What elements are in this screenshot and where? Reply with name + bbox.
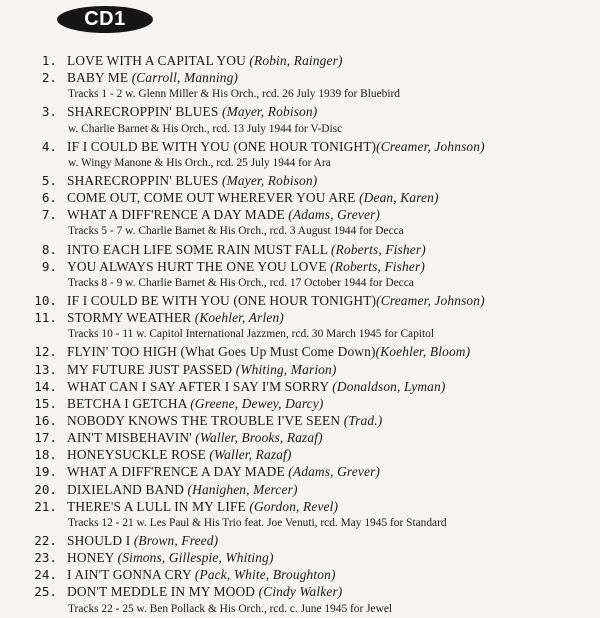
- track-title: HONEY: [67, 550, 118, 566]
- track-number: 21.: [34, 498, 57, 514]
- recording-note: [0, 86, 600, 103]
- track-row: [0, 258, 600, 275]
- track-composers: (Adams, Grever): [288, 464, 381, 480]
- track-title: WHAT A DIFF'RENCE A DAY MADE: [67, 464, 289, 480]
- track-composers: (Koehler, Bloom): [375, 344, 471, 360]
- track-composers: (Carroll, Manning): [131, 70, 239, 86]
- track-number: 22.: [34, 532, 57, 548]
- recording-note-text: w. Wingy Manone & His Orch., rcd. 25 July 1944 for Ara: [68, 156, 331, 169]
- track-title-line: [67, 378, 445, 395]
- track-composers: (Trad.): [343, 412, 383, 428]
- track-title-line: [67, 172, 317, 189]
- recording-note: [0, 223, 600, 240]
- recording-note: [0, 275, 600, 292]
- track-title-line: [67, 412, 382, 429]
- track-composers: (Creamer, Johnson): [376, 138, 485, 154]
- track-title: COME OUT, COME OUT WHEREVER YOU ARE: [67, 190, 360, 206]
- track-title: SHARECROPPIN' BLUES: [67, 104, 222, 120]
- track-title-line: [67, 463, 380, 480]
- track-row: [0, 566, 600, 583]
- track-number: 1.: [41, 53, 57, 68]
- track-number: 24.: [34, 567, 57, 583]
- track-title-line: [67, 69, 238, 86]
- track-number: 15.: [34, 395, 57, 411]
- track-row: [0, 429, 600, 446]
- track-title: SHOULD I: [67, 532, 134, 548]
- track-title-line: [67, 361, 337, 378]
- track-composers: (Dean, Karen): [359, 190, 439, 206]
- recording-note: [0, 121, 600, 138]
- track-title-line: [67, 395, 323, 412]
- track-row: [0, 532, 600, 549]
- track-title: IF I COULD BE WITH YOU (ONE HOUR TONIGHT): [67, 138, 377, 154]
- track-composers: (Donaldson, Lyman): [332, 378, 446, 394]
- track-number: 16.: [34, 412, 57, 428]
- track-composers: (Koehler, Arlen): [194, 310, 284, 326]
- track-title-line: [67, 566, 336, 583]
- track-title: AIN'T MISBEHAVIN': [67, 430, 196, 446]
- track-title: LOVE WITH A CAPITAL YOU: [67, 53, 250, 68]
- track-composers: (Waller, Razaf): [209, 447, 292, 463]
- track-title-line: [67, 206, 380, 223]
- track-composers: (Roberts, Fisher): [331, 241, 426, 257]
- track-title-line: [67, 446, 292, 463]
- recording-note-text: Tracks 5 - 7 w. Charlie Barnet & His Orch., rcd. 3 August 1944 for Decca: [68, 225, 404, 238]
- track-composers: (Brown, Freed): [133, 532, 219, 548]
- track-composers: (Hanighen, Mercer): [187, 481, 298, 497]
- track-title: BETCHA I GETCHA: [67, 395, 191, 411]
- track-composers: (Greene, Dewey, Darcy): [190, 395, 324, 411]
- track-title-line: [67, 138, 485, 155]
- track-number: 8.: [41, 241, 57, 257]
- track-title-line: [67, 103, 317, 120]
- track-composers: (Simons, Gillespie, Whiting): [117, 550, 274, 566]
- recording-note-text: Tracks 1 - 2 w. Glenn Miller & His Orch., rcd. 26 July 1939 for Bluebird: [68, 88, 400, 101]
- track-title: IF I COULD BE WITH YOU (ONE HOUR TONIGHT): [67, 292, 377, 308]
- track-number: 3.: [41, 104, 57, 120]
- track-number: 2.: [41, 70, 57, 86]
- track-number: 10.: [34, 292, 57, 308]
- track-title: NOBODY KNOWS THE TROUBLE I'VE SEEN: [67, 412, 344, 428]
- track-title-line: [67, 343, 470, 360]
- track-title-line: [67, 52, 343, 69]
- track-composers: (Mayer, Robison): [221, 104, 318, 120]
- track-row: [0, 412, 600, 429]
- track-row: [0, 241, 600, 258]
- track-number: 14.: [34, 378, 57, 394]
- track-row: [0, 69, 600, 86]
- track-title-line: [67, 309, 284, 326]
- track-row: [0, 206, 600, 223]
- track-title-line: [67, 549, 274, 566]
- track-title: THERE'S A LULL IN MY LIFE: [67, 498, 250, 514]
- track-composers: (Waller, Brooks, Razaf): [195, 430, 323, 446]
- track-row: [0, 361, 600, 378]
- track-row: [0, 172, 600, 189]
- track-title-line: [67, 498, 338, 515]
- recording-note-text: Tracks 8 - 9 w. Charlie Barnet & His Orch., rcd. 17 October 1944 for Decca: [68, 276, 414, 289]
- track-title: DIXIELAND BAND: [67, 481, 188, 497]
- track-title-line: [67, 189, 439, 206]
- track-number: 18.: [34, 447, 57, 463]
- track-row: [0, 103, 600, 120]
- recording-note-text: Tracks 22 - 25 w. Ben Pollack & His Orch., rcd. c. June 1945 for Jewel: [68, 602, 393, 615]
- track-title-line: [67, 241, 426, 258]
- track-number: 11.: [34, 310, 57, 326]
- track-title: DON'T MEDDLE IN MY MOOD: [67, 584, 259, 600]
- track-title-line: [67, 481, 298, 498]
- track-row: [0, 481, 600, 498]
- track-title-line: [67, 532, 218, 549]
- track-title: I AIN'T GONNA CRY: [67, 567, 195, 583]
- track-number: 9.: [41, 258, 57, 274]
- track-row: [0, 446, 600, 463]
- disc-label-badge: CD1: [57, 6, 153, 33]
- track-composers: (Pack, White, Broughton): [194, 567, 336, 583]
- track-title: MY FUTURE JUST PASSED: [67, 361, 236, 377]
- track-title: STORMY WEATHER: [67, 310, 195, 326]
- track-composers: (Creamer, Johnson): [376, 292, 485, 308]
- track-row: [0, 498, 600, 515]
- track-number: 6.: [41, 190, 57, 206]
- track-number: 19.: [34, 464, 57, 480]
- track-row: [0, 378, 600, 395]
- track-row: [0, 463, 600, 480]
- recording-note: [0, 326, 600, 343]
- track-number: 4.: [41, 138, 57, 154]
- track-title-line: [67, 429, 323, 446]
- track-title: YOU ALWAYS HURT THE ONE YOU LOVE: [67, 258, 331, 274]
- track-row: [0, 189, 600, 206]
- track-composers: (Robin, Rainger): [249, 53, 343, 68]
- track-list: [0, 52, 600, 618]
- track-row: [0, 549, 600, 566]
- track-row: [0, 309, 600, 326]
- track-number: 5.: [41, 172, 57, 188]
- track-title-line: [67, 258, 425, 275]
- track-title: BABY ME: [67, 70, 132, 86]
- track-number: 17.: [34, 430, 57, 446]
- recording-note: [0, 155, 600, 172]
- track-number: 13.: [34, 361, 57, 377]
- track-number: 20.: [34, 481, 57, 497]
- track-title: FLYIN' TOO HIGH (What Goes Up Must Come Down): [67, 344, 376, 360]
- track-composers: (Gordon, Revel): [249, 498, 339, 514]
- track-title: WHAT A DIFF'RENCE A DAY MADE: [67, 207, 289, 223]
- track-number: 25.: [34, 584, 57, 600]
- track-composers: (Whiting, Marion): [235, 361, 337, 377]
- track-title: INTO EACH LIFE SOME RAIN MUST FALL: [67, 241, 332, 257]
- track-row: [0, 138, 600, 155]
- track-number: 7.: [41, 207, 57, 223]
- track-title: HONEYSUCKLE ROSE: [67, 447, 210, 463]
- track-row: [0, 343, 600, 360]
- track-row: [0, 52, 600, 69]
- recording-note-text: Tracks 10 - 11 w. Capitol International Jazzmen, rcd. 30 March 1945 for Capitol: [68, 328, 434, 341]
- recording-note: [0, 601, 600, 618]
- track-composers: (Roberts, Fisher): [330, 258, 425, 274]
- track-number: 23.: [34, 550, 57, 566]
- recording-note-text: Tracks 12 - 21 w. Les Paul & His Trio feat. Joe Venuti, rcd. May 1945 for Standard: [68, 516, 447, 529]
- track-row: [0, 395, 600, 412]
- track-composers: (Mayer, Robison): [221, 172, 318, 188]
- track-row: [0, 292, 600, 309]
- recording-note-text: w. Charlie Barnet & His Orch., rcd. 13 July 1944 for V-Disc: [68, 122, 343, 135]
- recording-note: [0, 515, 600, 532]
- track-title: SHARECROPPIN' BLUES: [67, 172, 222, 188]
- track-composers: (Cindy Walker): [258, 584, 343, 600]
- track-title-line: [67, 292, 485, 309]
- track-number: 12.: [34, 344, 57, 360]
- track-composers: (Adams, Grever): [288, 207, 381, 223]
- track-title: WHAT CAN I SAY AFTER I SAY I'M SORRY: [67, 378, 333, 394]
